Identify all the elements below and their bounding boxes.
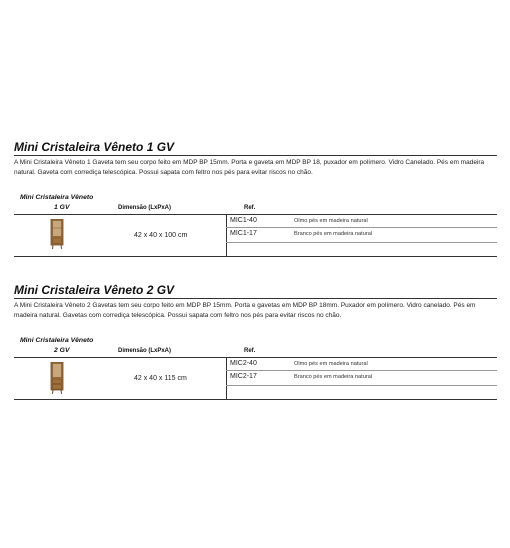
ref-header: Ref. [244, 348, 256, 354]
column-divider [226, 358, 227, 399]
dimension-header: Dimensão (LxPxA) [118, 348, 172, 354]
table-title: Mini Cristaleira Vêneto [20, 337, 94, 344]
variant-label: 1 GV [54, 204, 70, 211]
spec-grid [14, 357, 497, 400]
spec-grid [14, 214, 497, 257]
cabinet-image [50, 362, 64, 396]
ref-finish: Branco pés em madeira natural [294, 374, 373, 380]
dimension-value: 42 x 40 x 100 cm [134, 232, 188, 239]
cabinet-image [50, 219, 64, 251]
table-title: Mini Cristaleira Vêneto [20, 194, 94, 201]
product-title: Mini Cristaleira Vêneto 2 GV [14, 283, 497, 299]
ref-code: MIC1-40 [230, 217, 257, 224]
ref-finish: Olmo pés em madeira natural [294, 218, 368, 224]
ref-code: MIC1-17 [230, 230, 257, 237]
product-description: A Mini Cristaleira Vêneto 2 Gavetas tem seu corpo feito em MDP BP 15mm. Porta e gavetas em MDP BP 18mm. Puxador em polímero. Vidro canelado. Pés em madeira natural. Gavetas com corrediça telescópica. Possui sapata com feltro nos pés para evitar riscos no chão. [14, 302, 476, 319]
row-divider [226, 385, 497, 386]
ref-finish: Olmo pés em madeira natural [294, 361, 368, 367]
dimension-header: Dimensão (LxPxA) [118, 205, 172, 211]
dimension-value: 42 x 40 x 115 cm [134, 375, 187, 382]
row-divider [226, 227, 497, 228]
variant-label: 2 GV [54, 347, 70, 354]
product-description: A Mini Cristaleira Vêneto 1 Gaveta tem seu corpo feito em MDP BP 15mm. Porta e gaveta em MDP BP 18, puxador em polímero. Vidro Canelado. Pés em madeira natural. Gaveta com corrediça telescópica. Possui sapata com feltro nos pés para evitar riscos no chão. [14, 159, 485, 176]
row-divider [226, 242, 497, 243]
ref-code: MIC2-40 [230, 360, 257, 367]
ref-header: Ref. [244, 205, 256, 211]
product-section-1 [14, 140, 497, 239]
ref-finish: Branco pés em madeira natural [294, 231, 373, 237]
row-divider [226, 370, 497, 371]
column-divider [226, 215, 227, 256]
product-section-2 [14, 283, 497, 382]
ref-code: MIC2-17 [230, 373, 257, 380]
product-title: Mini Cristaleira Vêneto 1 GV [14, 140, 497, 156]
